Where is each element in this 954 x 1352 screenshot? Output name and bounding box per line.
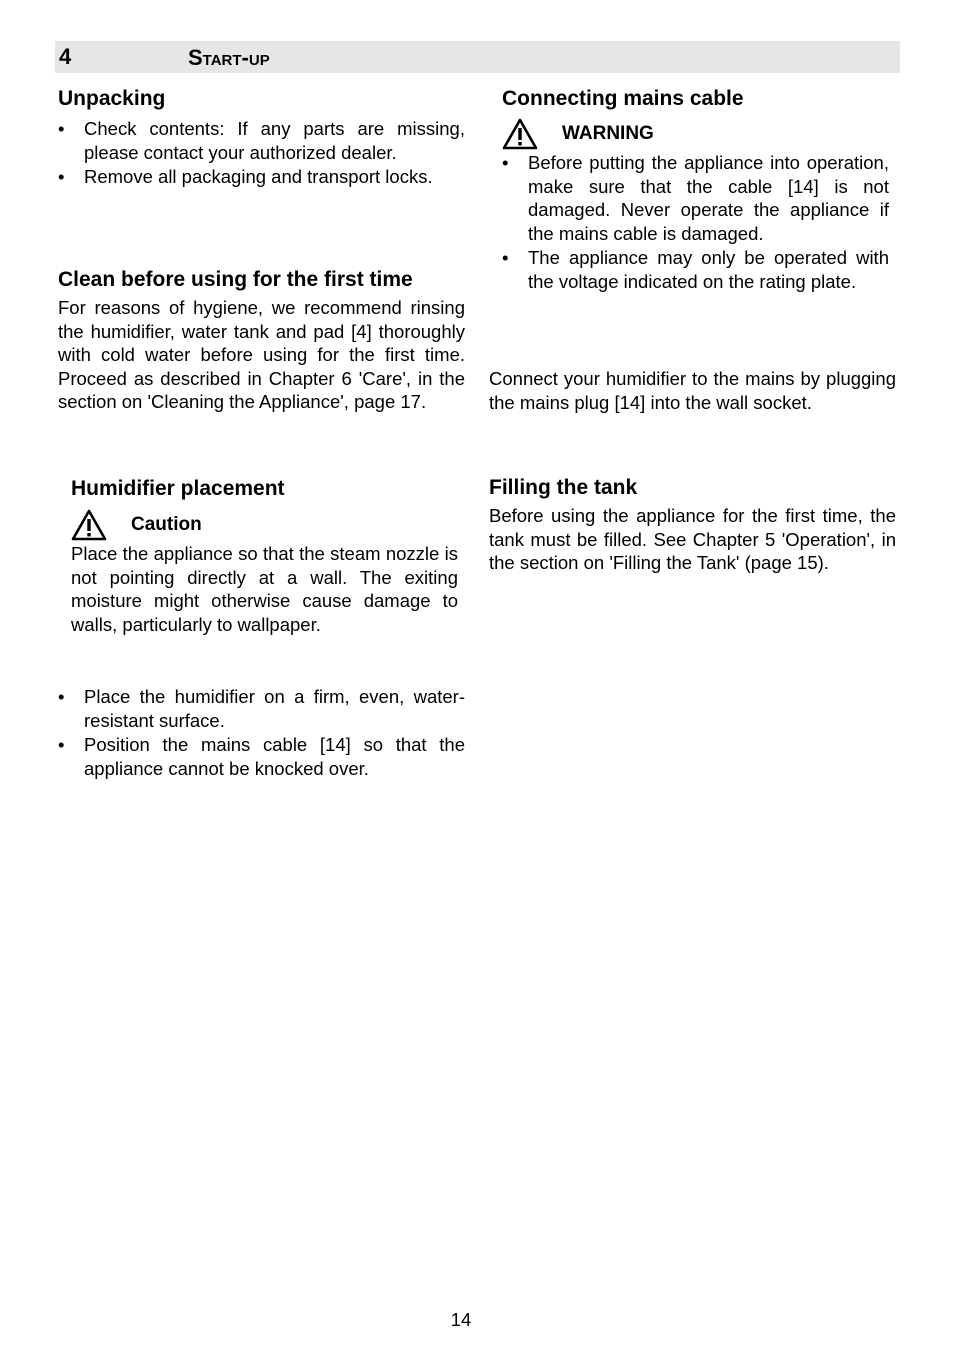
caution-label: Caution bbox=[131, 514, 202, 536]
placement-list bbox=[58, 685, 465, 780]
caution-text: Place the appliance so that the steam nozzle is not pointing directly at a wall. The exiting moisture might otherwise cause damage to walls, particularly to wallpaper. bbox=[71, 543, 458, 635]
section-unpacking bbox=[58, 86, 465, 190]
mains-heading: Connecting mains cable bbox=[502, 87, 744, 110]
section-placement bbox=[71, 476, 458, 636]
chapter-title: Start-up bbox=[188, 45, 270, 70]
bullet-icon: • bbox=[502, 152, 509, 173]
bullet-icon: • bbox=[58, 166, 65, 187]
list-item: • Before putting the appliance into operation, make sure that the cable [14] is not damaged. Never operate the appliance if the mains cable is damaged. bbox=[502, 152, 889, 244]
list-item: • Remove all packaging and transport locks. bbox=[58, 166, 433, 187]
list-item: • Check contents: If any parts are missing, please contact your authorized dealer. bbox=[58, 118, 465, 163]
unpacking-heading: Unpacking bbox=[58, 87, 166, 110]
section-mains-connect bbox=[489, 367, 896, 414]
chapter-header bbox=[55, 41, 900, 73]
bullet-icon: • bbox=[502, 247, 509, 268]
list-item: • Place the humidifier on a firm, even, water-resistant surface. bbox=[58, 686, 465, 731]
chapter-number: 4 bbox=[59, 44, 72, 69]
warning-alert bbox=[502, 117, 889, 151]
section-filling bbox=[489, 475, 896, 575]
bullet-icon: • bbox=[58, 734, 65, 755]
list-item: • Position the mains cable [14] so that the appliance cannot be knocked over. bbox=[58, 734, 465, 779]
clean-text: For reasons of hygiene, we recommend rinsing the humidifier, water tank and pad [4] thoroughly with cold water before using for the first time. Proceed as described in Chapter 6 'Care', in the section on 'Cleaning the Appliance', page 17. bbox=[58, 297, 465, 412]
page-number: 14 bbox=[450, 1309, 472, 1330]
placement-heading: Humidifier placement bbox=[71, 477, 285, 500]
mains-list bbox=[502, 151, 889, 293]
warning-triangle-icon bbox=[71, 509, 107, 541]
section-placement-list bbox=[58, 685, 465, 781]
section-clean bbox=[58, 267, 465, 414]
section-mains bbox=[502, 86, 889, 294]
bullet-icon: • bbox=[58, 118, 65, 139]
mains-text: Connect your humidifier to the mains by plugging the mains plug [14] into the wall socket. bbox=[489, 368, 896, 413]
unpacking-list bbox=[58, 117, 465, 189]
warning-label: WARNING bbox=[562, 123, 654, 145]
clean-heading: Clean before using for the first time bbox=[58, 268, 413, 291]
filling-text: Before using the appliance for the first time, the tank must be filled. See Chapter 5 'Operation', in the section on 'Filling the Tank' (page 15). bbox=[489, 505, 896, 573]
list-item: • The appliance may only be operated with the voltage indicated on the rating plate. bbox=[502, 247, 889, 292]
filling-heading: Filling the tank bbox=[489, 476, 638, 499]
caution-alert bbox=[71, 508, 458, 542]
warning-triangle-icon bbox=[502, 118, 538, 150]
bullet-icon: • bbox=[58, 686, 65, 707]
